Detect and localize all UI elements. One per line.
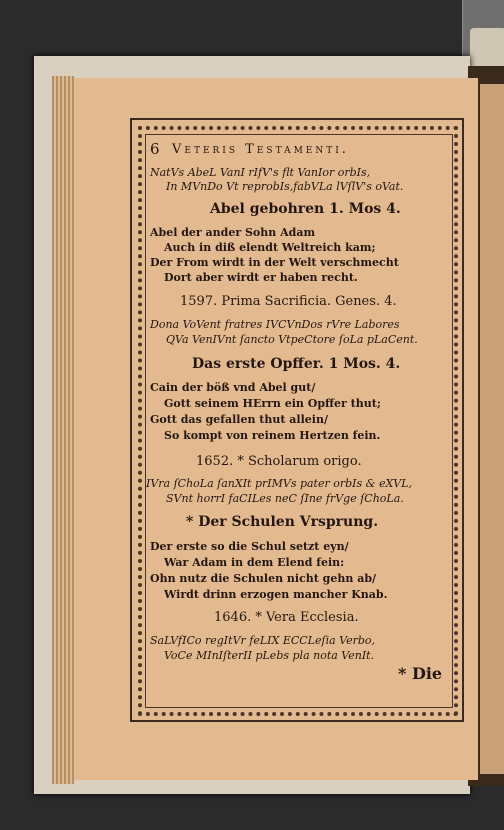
verse-line: Cain der böß vnd Abel gut/	[150, 381, 316, 394]
verse-line: Der erste so die Schul setzt eyn/	[150, 540, 349, 553]
verse-line: Wirdt drinn erzogen mancher Knab.	[164, 588, 388, 601]
section-heading: * Der Schulen Vrsprung.	[186, 514, 379, 530]
year-line: 1646. * Vera Ecclesia.	[214, 610, 359, 625]
page-number: 6	[150, 140, 160, 158]
catchword: * Die	[398, 664, 443, 683]
chronogram-line: SaLVfICo regItVr feLIX ECCLeſia Verbo,	[150, 634, 376, 647]
verse-line: Auch in diß elendt Weltreich kam;	[164, 241, 376, 254]
verse-line: Gott seinem HErrn ein Opffer thut;	[164, 397, 381, 410]
page-edges	[52, 76, 74, 784]
section-heading: Das erste Opffer. 1 Mos. 4.	[192, 356, 401, 372]
verse-line: Ohn nutz die Schulen nicht gehn ab/	[150, 572, 377, 585]
chronogram-line: NatVs AbeL VanI rIfV's flt VanIor orbIs,	[150, 166, 371, 179]
verse-line: Der From wirdt in der Welt verschmecht	[150, 256, 399, 269]
chronogram-line: In MVnDo Vt reprobIs,fabVLa lVſlV's oVat.	[166, 180, 404, 193]
verse-line: War Adam in dem Elend fein:	[164, 556, 345, 569]
verse-line: Gott das gefallen thut allein/	[150, 413, 328, 426]
chronogram-line: Dona VoVent fratres IVCVnDos rVre Labores	[150, 318, 400, 331]
year-line: 1597. Prima Sacrificia. Genes. 4.	[180, 294, 397, 309]
verse-line: Abel der ander Sohn Adam	[150, 226, 316, 239]
section-heading: Abel gebohren 1. Mos 4.	[210, 201, 401, 217]
verse-line: Dort aber wirdt er haben recht.	[164, 271, 358, 284]
facing-page	[480, 84, 504, 774]
chronogram-line: IVra ſChoLa ſanXIt prIMVs pater orbIs & eXVL,	[146, 477, 413, 490]
chronogram-line: QVa VenIVnt ſancto VtpeCtore ſoLa pLaCent.	[166, 333, 418, 346]
chronogram-line: SVnt horrI faCILes neC ſIne frVge ſChoLa.	[166, 492, 404, 505]
verse-line: So kompt von reinem Hertzen fein.	[164, 429, 381, 442]
running-head: Veteris Testamenti.	[172, 142, 349, 157]
year-line: 1652. * Scholarum origo.	[196, 454, 362, 469]
chronogram-line: VoCe MInIſterII pLebs pla nota VenIt.	[164, 649, 375, 662]
